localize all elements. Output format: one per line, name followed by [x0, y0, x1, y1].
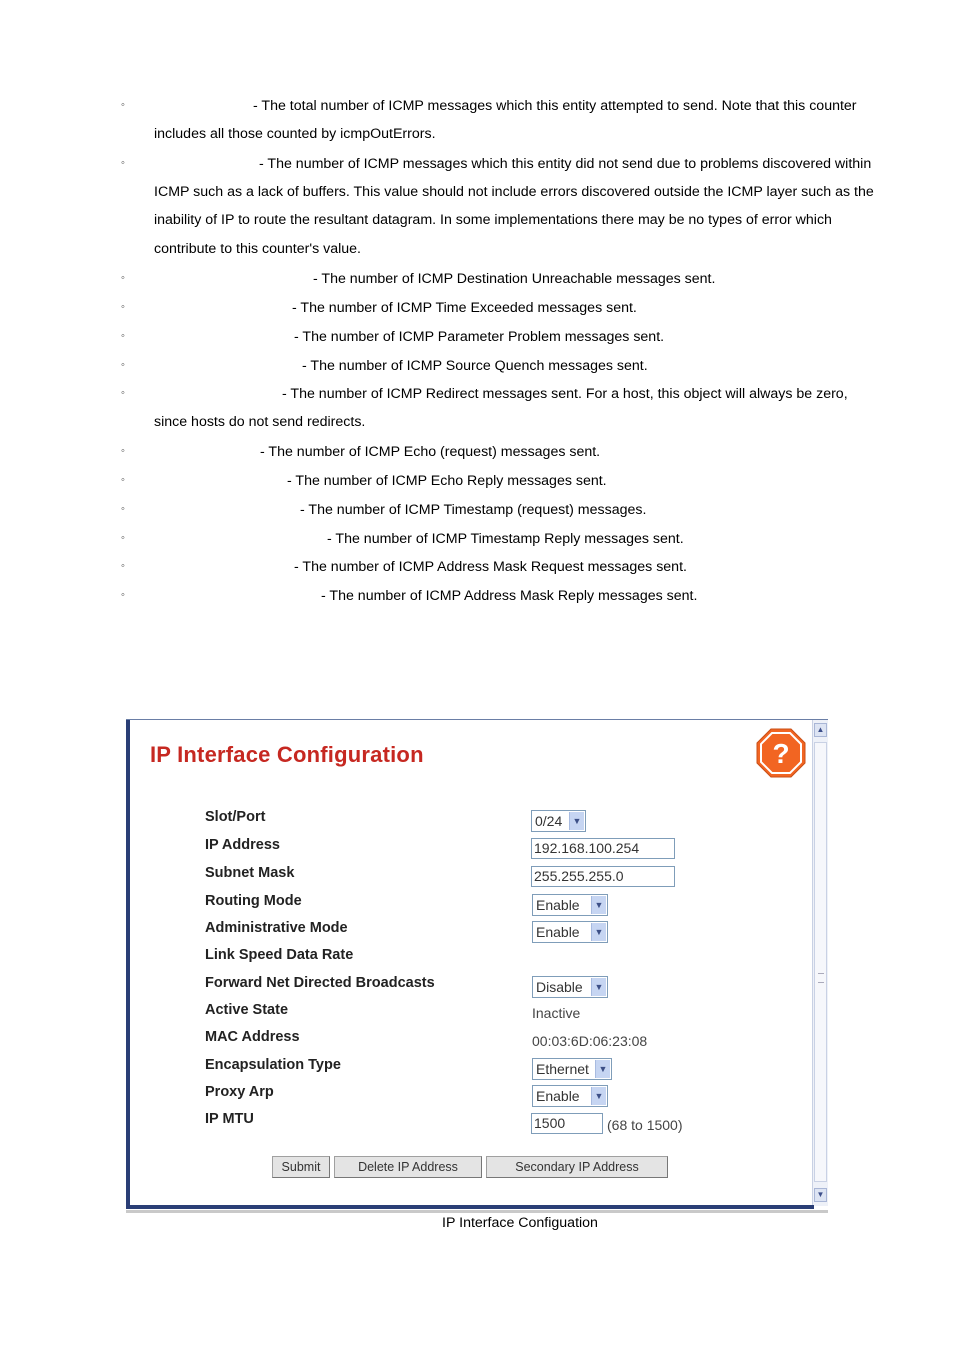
chevron-down-icon[interactable]: ▼: [591, 978, 606, 996]
slot-port-label: Slot/Port: [205, 809, 266, 825]
ip-mtu-input[interactable]: 1500: [531, 1113, 603, 1134]
help-octagon-icon[interactable]: [756, 728, 806, 778]
routing-mode-select[interactable]: [532, 894, 608, 916]
secondary-ip-address-button[interactable]: Secondary IP Address: [486, 1156, 668, 1178]
mac-address-label: MAC Address: [205, 1029, 300, 1045]
list-item-continuation: since hosts do not send redirects.: [154, 414, 366, 430]
list-item-continuation: includes all those counted by icmpOutErrors.: [154, 126, 436, 142]
list-item-continuation: inability of IP to route the resultant datagram. In some implementations there may be no types of error which: [154, 212, 832, 228]
administrative-mode-select[interactable]: [532, 921, 608, 943]
slot-port-select[interactable]: [531, 810, 586, 832]
list-item-continuation: ICMP such as a lack of buffers. This value should not include errors discovered outside the ICMP layer such as the: [154, 184, 874, 200]
bullet-marker: ◦: [121, 387, 125, 399]
panel-bottom-border: [126, 1205, 814, 1209]
list-item-text: - The number of ICMP Time Exceeded messages sent.: [292, 300, 637, 316]
encapsulation-type-label: Encapsulation Type: [205, 1057, 341, 1073]
list-item-text: - The number of ICMP Address Mask Reply messages sent.: [321, 588, 698, 604]
encapsulation-type-select[interactable]: [532, 1058, 612, 1080]
chevron-down-icon[interactable]: ▼: [595, 1060, 610, 1078]
panel-shadow: [126, 1210, 828, 1213]
list-item-text: - The number of ICMP messages which this entity did not send due to problems discovered within: [259, 156, 872, 172]
ip-interface-config-panel: [126, 719, 828, 1209]
bullet-marker: ◦: [121, 532, 125, 544]
bullet-marker: ◦: [121, 272, 125, 284]
bullet-marker: ◦: [121, 474, 125, 486]
bullet-marker: ◦: [121, 359, 125, 371]
subnet-mask-input[interactable]: 255.255.255.0: [531, 866, 675, 887]
list-item-text: - The number of ICMP Timestamp (request) messages.: [300, 502, 647, 518]
mac-address-value: 00:03:6D:06:23:08: [532, 1033, 648, 1049]
scroll-down-icon[interactable]: ▼: [814, 1188, 827, 1202]
ip-address-input[interactable]: 192.168.100.254: [531, 838, 675, 859]
list-item-text: - The number of ICMP Echo Reply messages sent.: [287, 473, 607, 489]
panel-content: [130, 720, 810, 1206]
encapsulation-type-value: Ethernet: [536, 1061, 589, 1077]
administrative-mode-label: Administrative Mode: [205, 920, 348, 936]
ip-address-label: IP Address: [205, 837, 280, 853]
list-item-continuation: contribute to this counter's value.: [154, 241, 361, 257]
bullet-marker: ◦: [121, 301, 125, 313]
active-state-value: Inactive: [532, 1005, 581, 1021]
list-item-text: - The number of ICMP Destination Unreachable messages sent.: [313, 271, 716, 287]
bullet-marker: ◦: [121, 157, 125, 169]
proxy-arp-select[interactable]: [532, 1085, 608, 1107]
bullet-marker: ◦: [121, 560, 125, 572]
slot-port-value: 0/24: [535, 813, 563, 829]
list-item-text: - The number of ICMP Address Mask Request messages sent.: [294, 559, 687, 575]
bullet-marker: ◦: [121, 99, 125, 111]
routing-mode-label: Routing Mode: [205, 893, 302, 909]
chevron-down-icon[interactable]: ▼: [591, 1087, 606, 1105]
ip-mtu-range-hint: (68 to 1500): [607, 1117, 683, 1133]
forward-broadcasts-label: Forward Net Directed Broadcasts: [205, 975, 435, 991]
grip-icon: [818, 973, 824, 983]
scroll-up-icon[interactable]: ▲: [814, 723, 827, 737]
proxy-arp-value: Enable: [536, 1088, 580, 1104]
routing-mode-value: Enable: [536, 897, 580, 913]
chevron-down-icon[interactable]: ▼: [591, 896, 606, 914]
forward-broadcasts-select[interactable]: [532, 976, 608, 998]
bullet-marker: ◦: [121, 330, 125, 342]
scrollbar-thumb[interactable]: [814, 742, 827, 1182]
delete-ip-address-button[interactable]: Delete IP Address: [334, 1156, 482, 1178]
list-item-text: - The number of ICMP Timestamp Reply messages sent.: [327, 531, 684, 547]
chevron-down-icon[interactable]: ▼: [569, 812, 584, 830]
list-item-text: - The number of ICMP Echo (request) messages sent.: [260, 444, 601, 460]
list-item-text: - The number of ICMP Redirect messages sent. For a host, this object will always be zero,: [282, 386, 848, 402]
administrative-mode-value: Enable: [536, 924, 580, 940]
list-item-text: - The total number of ICMP messages which this entity attempted to send. Note that this counter: [253, 98, 857, 114]
active-state-label: Active State: [205, 1002, 289, 1018]
ip-mtu-label: IP MTU: [205, 1111, 254, 1127]
page-title: IP Interface Configuration: [150, 742, 424, 767]
list-item-text: - The number of ICMP Parameter Problem messages sent.: [294, 329, 665, 345]
link-speed-label: Link Speed Data Rate: [205, 947, 354, 963]
bullet-marker: ◦: [121, 589, 125, 601]
chevron-down-icon[interactable]: ▼: [591, 923, 606, 941]
vertical-scrollbar[interactable]: [812, 720, 828, 1206]
figure-caption: IP Interface Configuation: [442, 1215, 598, 1231]
help-glyph: ?: [772, 738, 790, 769]
proxy-arp-label: Proxy Arp: [205, 1084, 274, 1100]
forward-broadcasts-value: Disable: [536, 979, 583, 995]
bullet-marker: ◦: [121, 445, 125, 457]
submit-button[interactable]: Submit: [272, 1156, 330, 1178]
bullet-marker: ◦: [121, 503, 125, 515]
list-item-text: - The number of ICMP Source Quench messages sent.: [302, 358, 648, 374]
subnet-mask-label: Subnet Mask: [205, 865, 295, 881]
